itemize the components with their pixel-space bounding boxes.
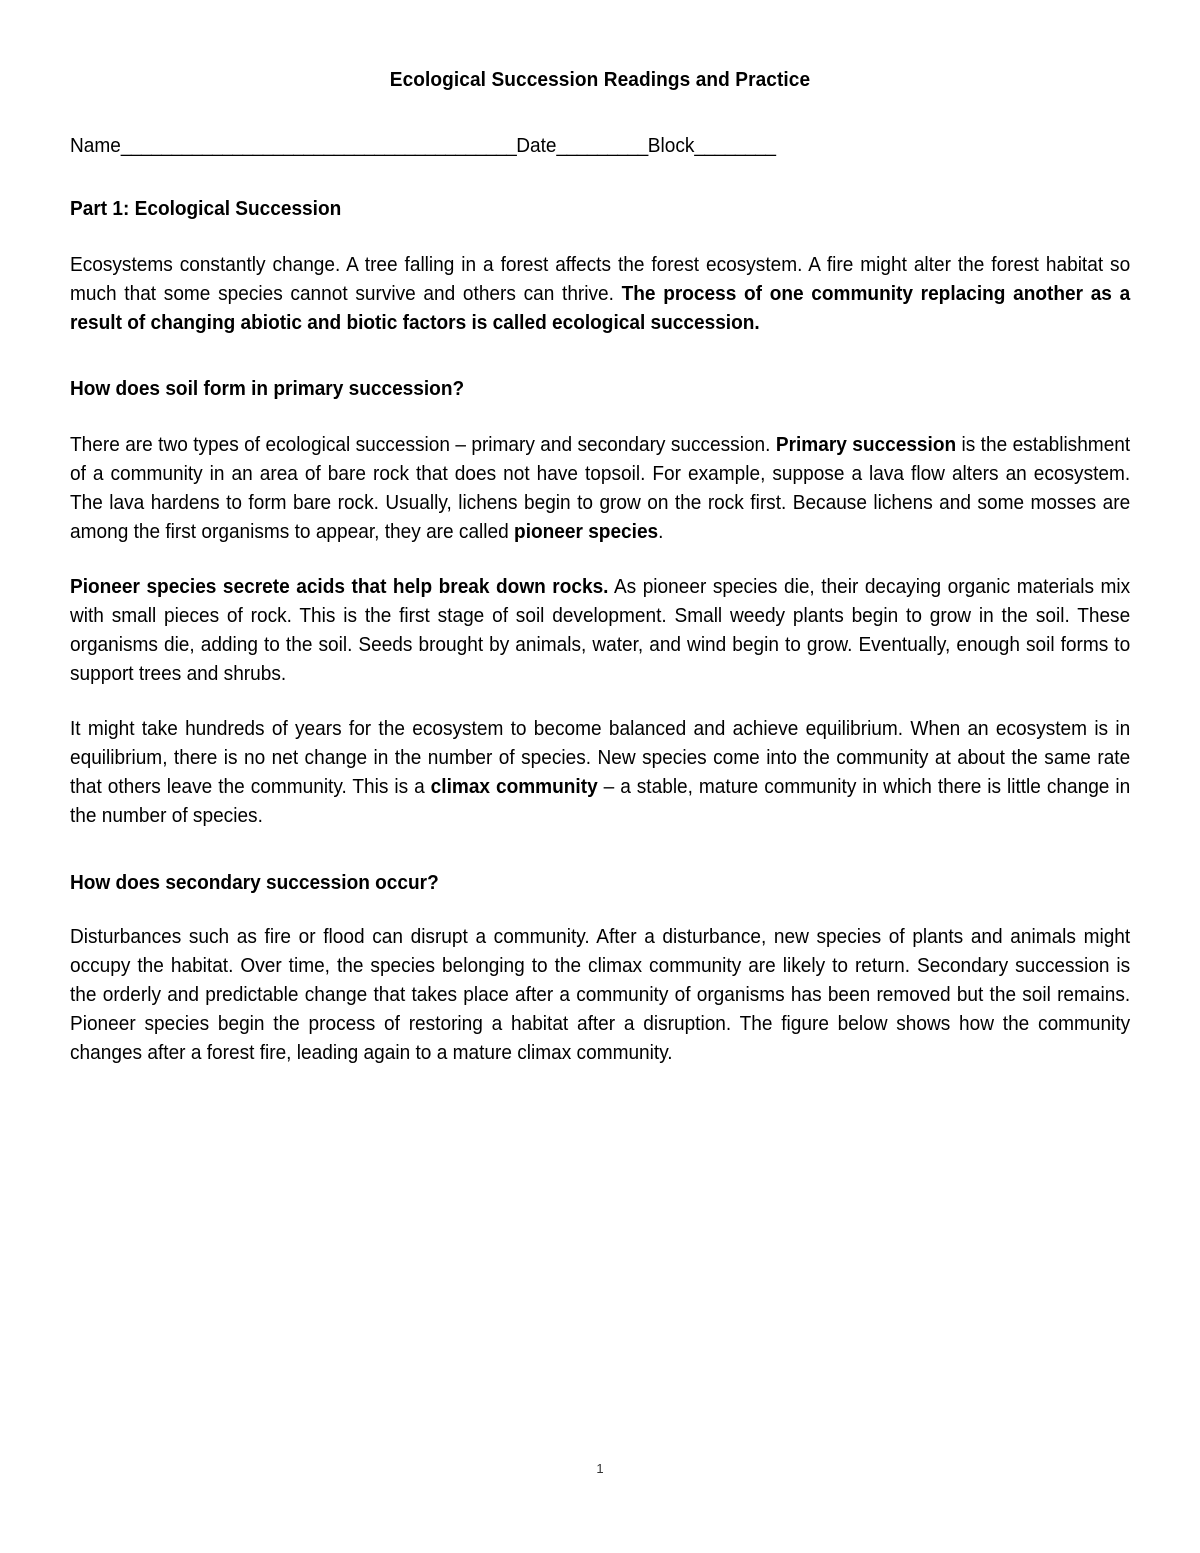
paragraph-text-plain: is the establishment of a community in an area of bare rock that does not have topsoil. For example, suppose a lava flow alters an ecosystem. The lava hardens to form bare rock. Usually, lichens begin to grow on the rock first. Because lichens and some mosses are among the first organisms to appear, they are called (70, 432, 1131, 543)
paragraph-text-plain: It might take hundreds of years for the ecosystem to become balanced and achieve equilibrium. When an ecosystem is in equilibrium, there is no net change in the number of species. New species come into the community at about the same rate that others leave the community. This is a (70, 716, 1131, 798)
heading-part-1: Part 1: Ecological Succession (70, 197, 342, 221)
paragraph-primary-succession (70, 403, 1130, 546)
term-pioneer-species: pioneer species (514, 519, 659, 543)
block-label: Block (647, 133, 695, 157)
paragraph-text-plain: Ecosystems constantly change. A tree falling in a forest affects the forest ecosystem. A fire might alter the forest habitat so much that some species cannot survive and others can thrive. (70, 252, 1131, 305)
statement-pioneer-acids: Pioneer species secrete acids that help break down rocks. (70, 574, 609, 598)
paragraph-equilibrium (70, 688, 1130, 830)
name-label: Name (70, 133, 121, 157)
paragraph-text-plain: As pioneer species die, their decaying organic materials mix with small pieces of rock. This is the first stage of soil development. Small weedy plants begin to grow in the soil. These organisms die, adding to the soil. Seeds brought by animals, water, and wind begin to grow. Eventually, enough soil forms to support trees and shrubs. (70, 574, 1131, 685)
paragraph-secondary-succession: Disturbances such as fire or flood can disrupt a community. After a disturbance, new species of plants and animals might occupy the habitat. Over time, the species belonging to the climax community are likely to return. Secondary succession is the orderly and predictable change that takes place after a community of organisms has been removed but the soil remains. Pioneer species begin the process of restoring a habitat after a disruption. The figure below shows how the community changes after a forest fire, leading again to a mature climax community. (70, 925, 1131, 1065)
definition-ecological-succession: The process of one community replacing another as a result of changing abiotic and biotic factors is called ecological succession. (70, 281, 1131, 334)
name-blank-field[interactable]: _______________________________________ (120, 133, 517, 157)
heading-soil-formation: How does soil form in primary succession? (70, 376, 465, 400)
date-label: Date (516, 133, 557, 157)
paragraph-text-plain: – a stable, mature community in which there is little change in the number of species. (70, 774, 1131, 827)
paragraph-ecosystems-change (70, 223, 1130, 337)
block-blank-field[interactable]: ________ (694, 133, 776, 157)
document-content (70, 0, 1130, 1067)
document-title: Ecological Succession Readings and Practice (389, 68, 811, 91)
page-number: 1 (596, 1461, 604, 1476)
paragraph-text-plain: . (658, 519, 664, 543)
paragraph-text-plain: There are two types of ecological succession – primary and secondary succession. (70, 432, 776, 456)
name-date-block-line (70, 93, 1056, 160)
heading-secondary-succession: How does secondary succession occur? (70, 870, 439, 894)
term-climax-community: climax community (430, 774, 598, 798)
date-blank-field[interactable]: _________ (556, 133, 648, 157)
paragraph-pioneer-acids (70, 546, 1130, 688)
term-primary-succession: Primary succession (775, 432, 957, 456)
